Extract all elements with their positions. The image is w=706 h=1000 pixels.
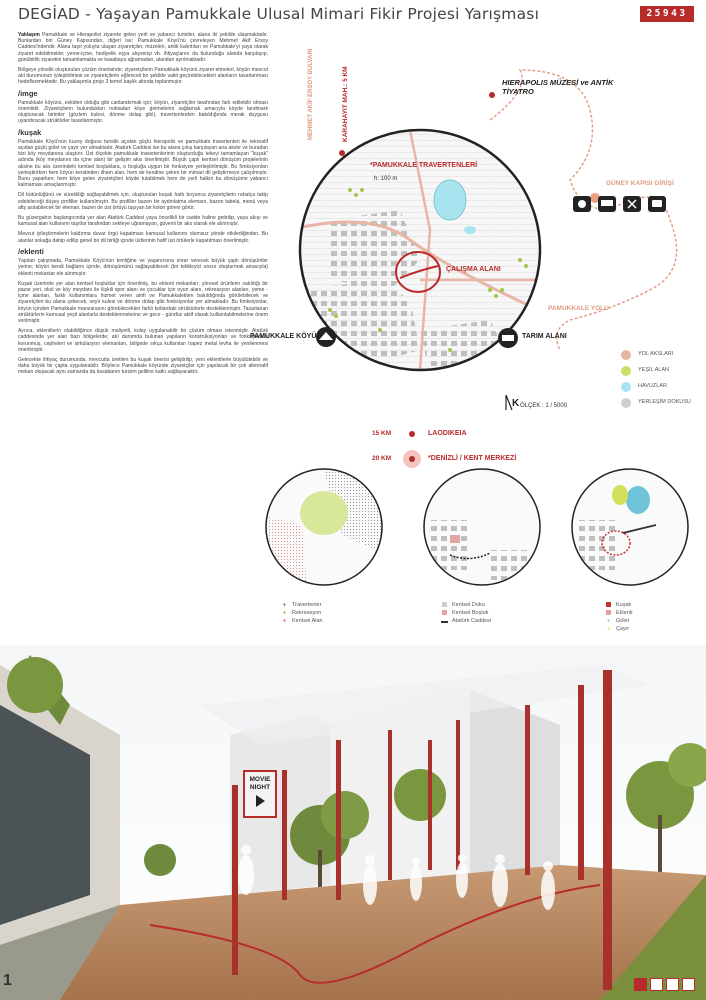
page-indicator-item	[682, 978, 695, 991]
site-map	[250, 30, 706, 475]
legend-label: Gölet	[616, 618, 630, 624]
legend-label: Kentsel Alan	[292, 618, 323, 624]
paragraph: Bu güzergahın başlangıcında yer alan Atatürk Caddesi yaya öncelikli bir cadde haline getirilip, yaya akışı ve kamusal alan kullanımı taşıtlar tarafından sekteye uğramayan, güvenli bir aks olarak ele alınmıştır.	[18, 215, 268, 228]
paragraph: Gelecekte ihtiyaç durumunda, mevcutta üretilen bu kuşak önerisi geliştirilip, yeni eklentilerle büyütülebilir ve daha büyük bir çapta uygulanabilir. Böylece Pamukkale köyünde ziyaretçiler için yapılacak bir çok alternatif mekan oluşacak aynı zamanda da kasabanın turizim geliline katkı sağlayacaktır.	[18, 356, 268, 376]
legend-item-pools: HAVUZLAR	[638, 383, 667, 389]
legend-label: Kentsel Boşluk	[452, 610, 489, 616]
paragraph: Yapılan çalışmada, Pamukkale Köyü'nün kimliğine ve yaşanırsına zorar verecek büyük çaplı dönüşümler yerine; köyün kendi bağlamı içinde, dönüşümünü sağlayabilecek (bir tetikleyici unsur oluşturmak amacıyla) eklenti mekanlar ele alınmıştır.	[18, 258, 268, 277]
page-indicator-item	[666, 978, 679, 991]
distance-laodikeia-label: LAODIKEIA	[428, 430, 467, 437]
scale-label: ÖLÇEK : 1 / 5000	[520, 403, 568, 409]
paragraph-approach	[18, 32, 268, 63]
paragraph: Mevcut iyileştirmelerin kaldırma duvar örgü kapatması kamusal kullanımı olumsuz yönde etkilediğinden. Bu alanlar sokağa dahip edilip genel bir dil birliği içinde üstlerinin hafif üst örtülerle kapatılması önerilmiştir.	[18, 231, 268, 244]
paragraph: Bölgeye yönelik oluşturulan çözüm önerisinde; ziyaretçilerin Pamukkale köyünü ziyaret etmeleri, köyün mevcut atıl durumunun iyileştirilmesi ve ziyaretçilerin eğlenceli bir şekilde vakit geçirebilecekleri alanların tasarlanması hedeflenmektedir. Bu yaklaşımla proje 3 temel başlık altında toplanmıştır.	[18, 67, 268, 86]
page-title: DEGİAD - Yaşayan Pamukkale Ulusal Mimari Fikir Projesi Yarışması	[18, 5, 540, 23]
perspective-render	[0, 645, 706, 1000]
legend-label: Kuşak	[616, 602, 632, 608]
heading-eklenti: /eklenti	[18, 246, 44, 256]
page-indicator-item	[650, 978, 663, 991]
heading-imge: /imge	[18, 88, 38, 98]
diagram-zones-graphic	[262, 465, 387, 590]
distance-laodikeia-km: 15 KM	[372, 430, 392, 437]
heading-kusak: /kuşak	[18, 127, 42, 137]
legend-row	[604, 617, 693, 625]
legend-row	[280, 609, 387, 617]
perspective-render-graphic	[0, 645, 706, 1000]
calisma-alani-label: ÇALIŞMA ALANI	[446, 266, 501, 273]
legend-row	[604, 625, 693, 633]
plus-icon: +	[282, 601, 287, 609]
legend-label: Travertenler	[292, 602, 322, 608]
approach-text: Pamukkale ve Hierapolisi ziyarete gelen yerli ve yabancı turistler, alana iki şekilde ulaşmaktadır. Bunlardan biri Güney Kapısından, diğeri ise; Pamukkale Köyü'nü çevreleyen Mehmet Akif Ersoy Caddesi'ndendir. Alana taşıt yoluyla ulaşan ziyaretçiler, müzeleri, antik kalıntıları ve Pamukkale'yi yaya olarak ziyaret edebilmekte; yeme-içme, hediyelik eşya alışverişi vb. ihtiyaçlarını da bulunduğu alanda karşılayıp, günübirlik ziyaretini tamamlamakta ve kasabaya uğramadan, alandan ayrılmaktadır.	[18, 32, 268, 63]
distance-denizli-km: 20 KM	[372, 455, 392, 462]
legend-row	[604, 601, 693, 609]
paragraph: Pamukkale köyünü, eskiden olduğu gibi canlandırmak için; köyün, ziyaretçiler tarafından fark edilebilir olması önemlidir. Ziyaretçilerin bulundukları noktadan köye gelmelerini sağlamak amacıyla köyde landmark oluşturacak birimler (gözlem kulesi, dönme dolap gibi), travertenlerden bakıldığında merak duygusu uyandıracak strüktürler tasarlanmıştır.	[18, 99, 268, 125]
diagram-zones	[262, 465, 387, 625]
travertenler-label: *PAMUKKALE TRAVERTENLERİ	[370, 162, 478, 169]
square-icon	[604, 602, 613, 609]
paragraph: Ayrıca, eklentilerin olabildiğince düşük maliyetli, kolay uygulanabilir bir çözüm olması istenmiştir. Atatürk caddesinde yer alan bazı bölgelerde; atıl durumda bulunan yapıların konstrüksiyonları ve fonksiyonları korunmuş, cepheleri ve sirkülasyon elemanları, bölgede sıkça kullanılan trapez metal levha ile yenilenmesi önerilmiştir.	[18, 328, 268, 353]
paragraph: Kuşak üzerinde yer alan kentsel boşluklar için önerilmiş, bu eklenti mekanları; yöresel ürünlerin satıldığı bir pazar yeri, okul ve köy meydanı ile ilişkili spor alanı ve çocuklar için oyun alanı, rekreasyon alanları, yeme - içme alanları, farklı kullanımlara hizmet veren amfi ve Pamukkalekten bakıldığında görülebilecek ve ziyaretçileri bu alana çekecek, seyir kulesi ve dönme dolap gibi fonksiyonlar yer almaktadır. Bu fonksiyonlar, köyün içinden Pamukkale manzarasını görebilecekleri farklı kotlardaki strüktürlerle desteklenmiştir. Tasarlanan strüktürlerin kamusal yeşil alanlarla desteklenmelerine ve gece - gündüz aktif olarak kullanılabilmelerine önem verilmiştir.	[18, 280, 268, 324]
legend-label: Atatürk Caddesi	[452, 618, 492, 624]
plus-icon: +	[606, 625, 611, 633]
project-code-badge: 25943	[640, 6, 694, 22]
hierapolis-label: HIERAPOLIS MÜZESİ ve ANTİK TİYATRO	[502, 78, 614, 96]
legend-row	[440, 617, 545, 625]
plus-icon: +	[282, 617, 287, 625]
diagram-urban-graphic	[420, 465, 545, 590]
header	[0, 0, 706, 30]
legend-item-green: YEŞİL ALAN	[638, 367, 669, 373]
diagram-belt-graphic	[568, 465, 693, 590]
approach-lead: Yaklaşım	[18, 32, 40, 38]
legend-row	[280, 601, 387, 609]
legend-label: Eklenti	[616, 610, 633, 616]
guney-kapisi-label: GÜNEY KAPISI GİRİŞİ	[606, 180, 674, 187]
legend-row	[280, 617, 387, 625]
diagram-zones-legend	[280, 601, 387, 625]
legend-label: Çayır	[616, 626, 630, 632]
plus-icon: +	[282, 609, 287, 617]
square-icon	[440, 610, 449, 617]
description-text	[18, 32, 268, 607]
diagram-urban-legend	[440, 601, 545, 625]
sign-line-2: NIGHT	[249, 784, 271, 791]
north-label: K	[512, 398, 520, 409]
paragraph: Pamukkale Köyü'nün kuzey doğusu turistik açıdan güçlü hierapolis ve pamukkale travertenleri ile rekreatif açıdan güçlü gölet ve çayır yer almaktadır. Atatürk Caddesi ise bu alana çıkış karşılayan ana akstır ve buradan bizi köy meydanına ulaştırır. Üst ölçekte pamukkale travertenlerinin oluşturduğu tekeyi tamamlayan "kuşak" adında (köy meydanını da içine alan) bir gelişim aksı önerilmiştir. Büyük çaplı kentsel dönüşüm projelerinin aksine bu aks üzerindeki kentsel boşluklara, o boşluğa uygun bir fonksiyon yerleştirilmiştir. Bu fonksiyonları yerleştirirken hem köyün kendinden ilham alan, hem de kendine çeken bir mimari dil geliştirmeye çalışılmıştır. Bunu yaparken; hem köye gelen ziyaretçileri köyde tutabilmek hem de yerli halkın bu dönüşüme yabancı kalmaması amaçlanmıştır.	[18, 138, 268, 189]
page-indicator-item-active	[634, 978, 647, 991]
pamukkale-yolu-label: PAMUKKALE YOLU	[548, 305, 609, 312]
road-label-vertical: MEHMET AKİF ERSOY BULVARI	[308, 48, 314, 140]
square-icon	[440, 602, 449, 609]
diagram-belt-legend	[604, 601, 693, 633]
legend-item-roads: YOL AKSLARI	[638, 351, 674, 357]
distance-denizli-label: *DENİZLİ / KENT MERKEZİ	[428, 455, 517, 462]
legend-item-settlement: YERLEŞİM DOKUSU	[638, 399, 691, 405]
legend-row	[440, 601, 545, 609]
legend-label: Kentsel Doku	[452, 602, 485, 608]
diagram-belt	[568, 465, 693, 633]
pamukkale-koyu-label: PAMUKKALE KÖYÜ	[250, 333, 317, 340]
site-map-graphic	[270, 30, 706, 475]
legend-label: Rekreasyon	[292, 610, 322, 616]
karahayit-label: KARAHAYIT MAH.: 5 KM	[342, 66, 349, 142]
diagram-urban	[420, 465, 545, 625]
square-icon	[604, 610, 613, 617]
dash-icon	[440, 618, 449, 625]
tarim-alani-label: TARIM ALANI	[522, 333, 567, 340]
movie-night-sign	[243, 770, 277, 818]
page-number: 1	[3, 972, 12, 989]
legend-row	[440, 609, 545, 617]
play-icon	[256, 795, 265, 807]
plus-icon: +	[606, 617, 611, 625]
sign-line-1: MOVIE	[249, 776, 271, 783]
paragraph: Dil bütünlüğünü ve sürekliliği sağlayabilmek için, oluşturulan kuşak hattı boyunca ziyaretçilerin rahatça takip edebileceği düşey profiller kullanılmıştır. Bu profiller bazen bir aydınlatma elemanı, bazen tabela, menü veya afiş asılabilecek bir eleman, bazen de üst örtüyü taşıyan bir kolon görevi görür.	[18, 192, 268, 211]
page-indicator	[634, 978, 695, 991]
legend-row	[604, 609, 693, 617]
height-label: h: 100 m	[374, 176, 398, 182]
